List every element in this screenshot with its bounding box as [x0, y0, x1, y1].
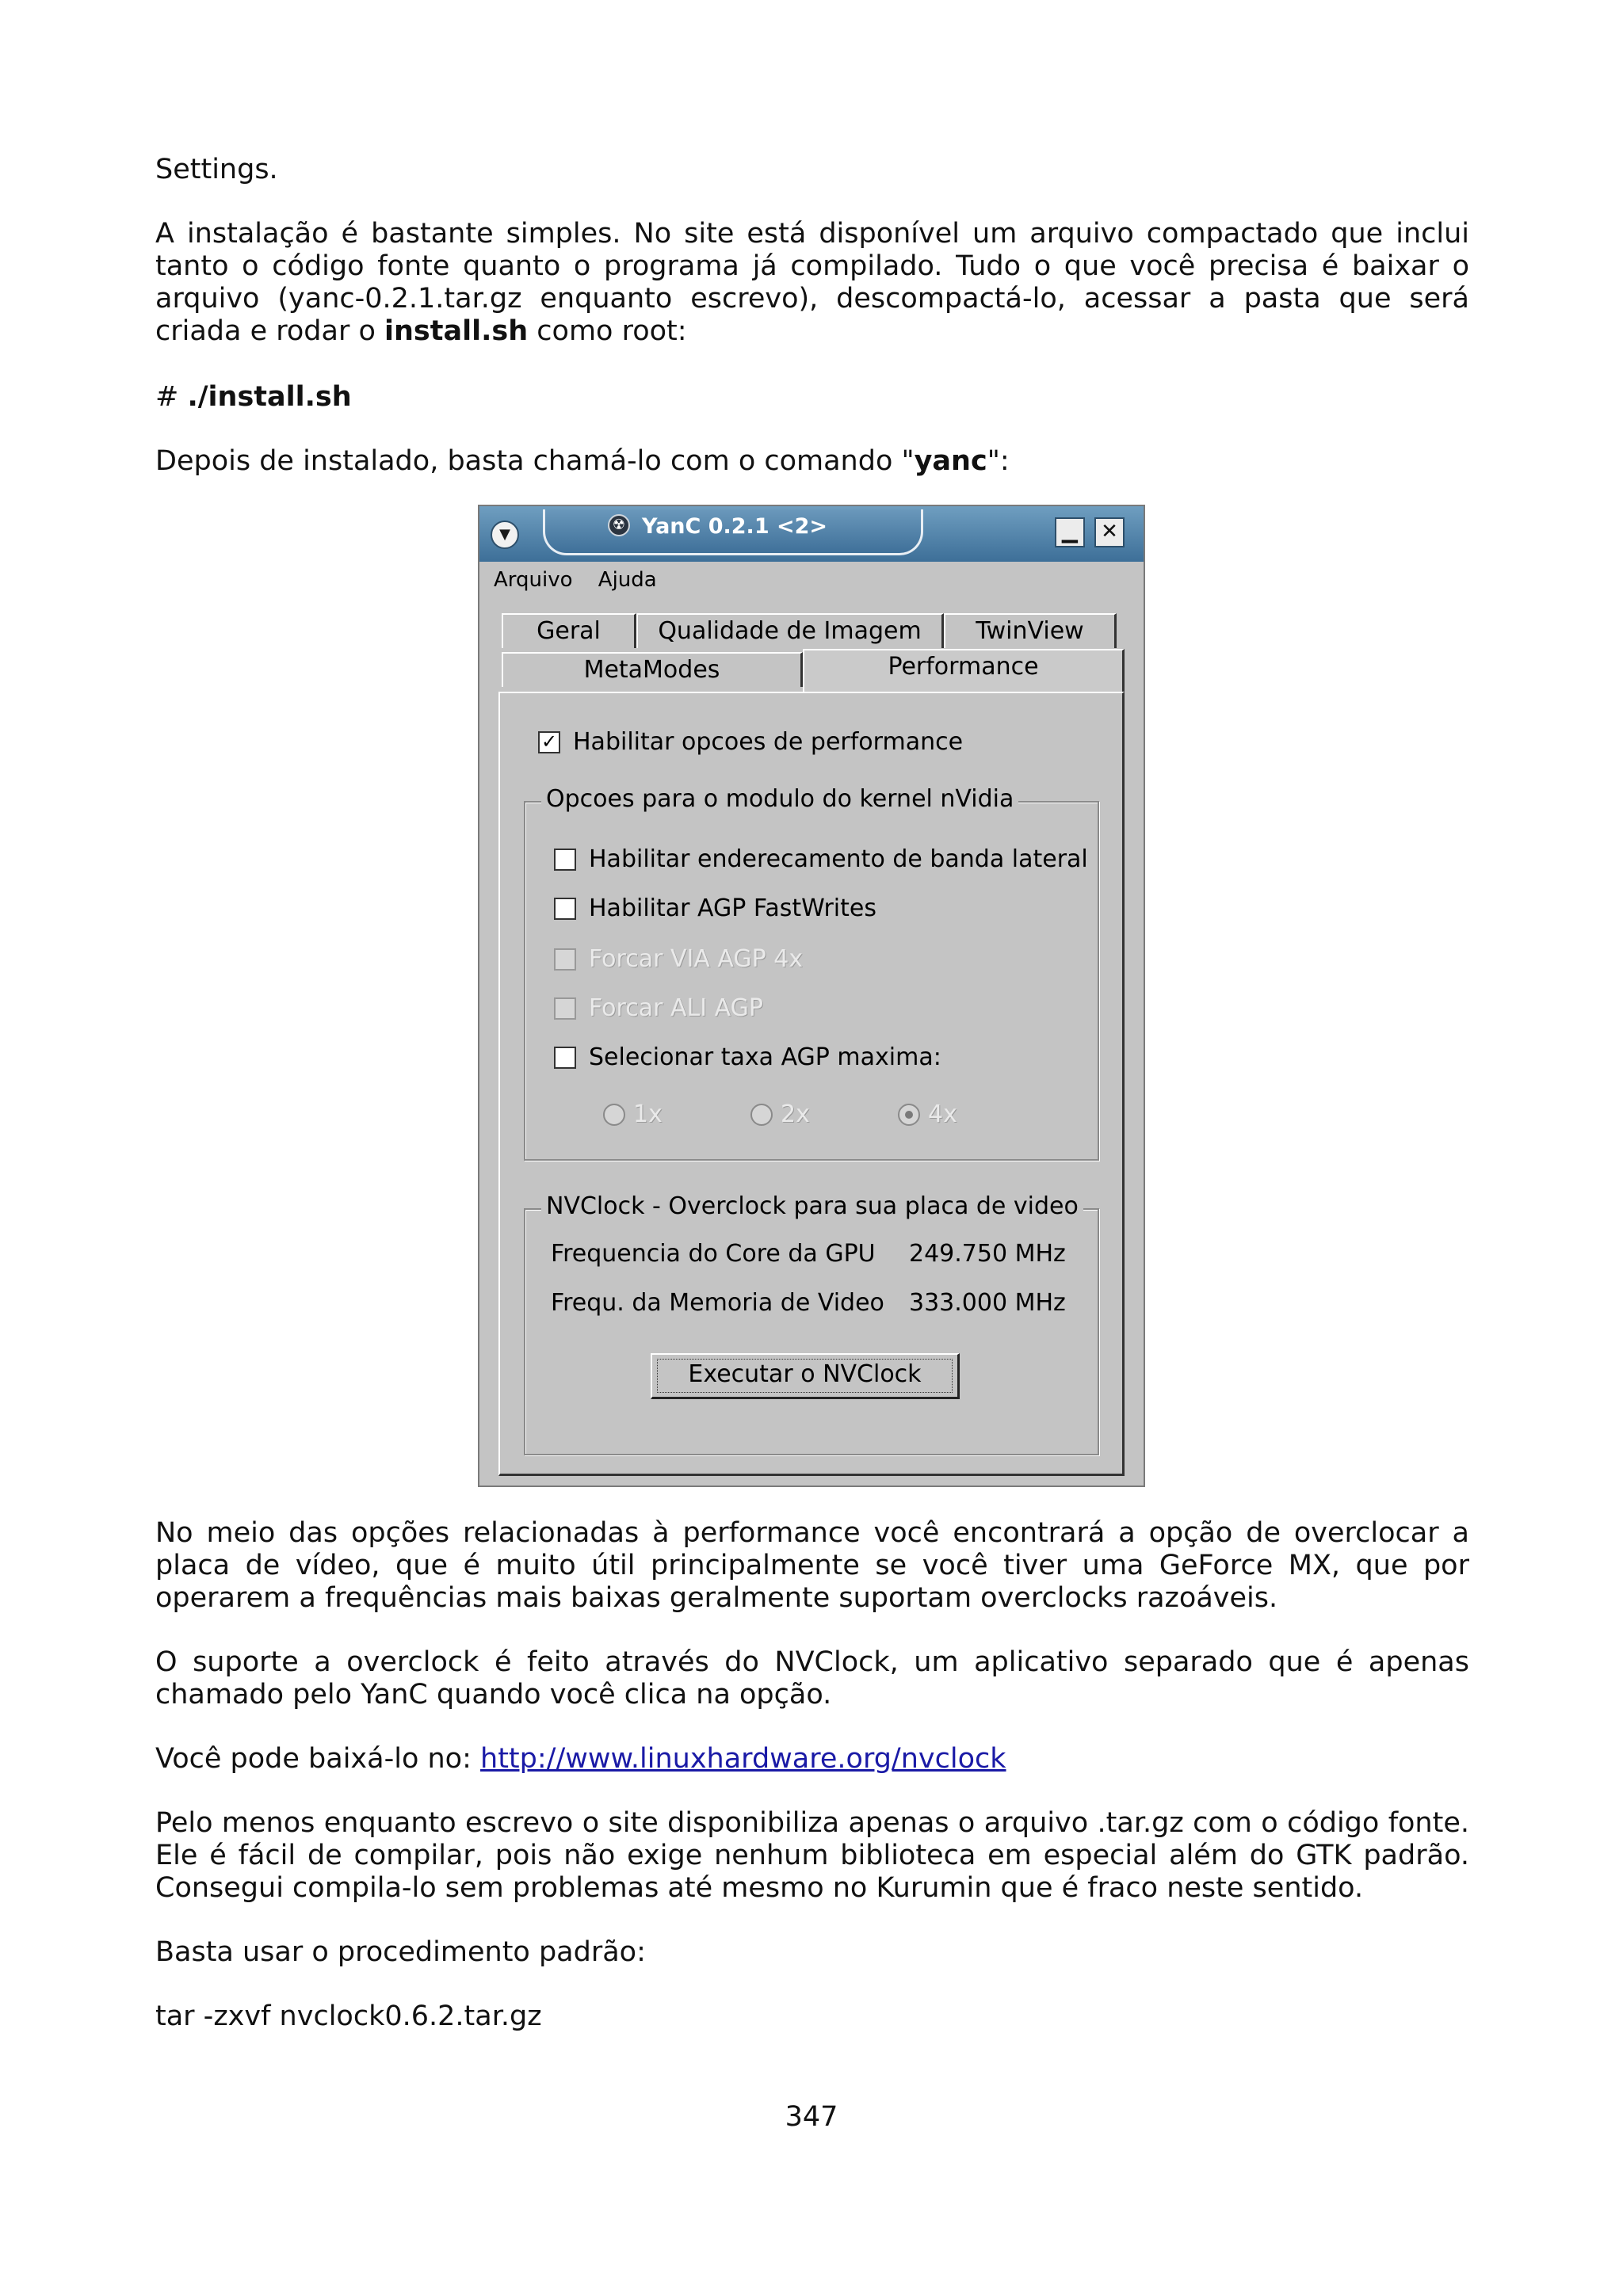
max-agp-rate-checkbox[interactable]: [554, 1047, 576, 1069]
menu-ajuda[interactable]: Ajuda: [598, 568, 657, 592]
kernel-options-legend: Opcoes para o modulo do kernel nVidia: [541, 785, 1018, 813]
page-number: 347: [785, 2101, 838, 2133]
max-agp-rate-label: Selecionar taxa AGP maxima:: [589, 1043, 941, 1071]
rate-2x-label: 2x: [781, 1100, 810, 1128]
agp-fastwrites-checkbox[interactable]: [554, 898, 576, 920]
paragraph-settings: Settings.: [155, 154, 278, 185]
nvclock-link[interactable]: http://www.linuxhardware.org/nvclock: [480, 1743, 1006, 1775]
force-ali-agp-checkbox: [554, 997, 576, 1020]
paragraph-run-yanc: Depois de instalado, basta chamá-lo com o comando "yanc":: [155, 445, 1010, 477]
paragraph-compile: Pelo menos enquanto escrevo o site disponibiliza apenas o arquivo .tar.gz com o código fonte. Ele é fácil de compilar, pois não exige nenhum biblioteca em especial além do GTK padrão. Consegui compila-lo sem problemas até mesmo no Kurumin que é fraco neste sentido.: [155, 1807, 1469, 1904]
rate-1x-radio: [603, 1104, 625, 1126]
command-install: # ./install.sh: [155, 381, 352, 413]
yanc-logo-icon: ☢: [608, 514, 630, 536]
enable-performance-checkbox[interactable]: ✓: [538, 731, 560, 753]
agp-fastwrites-label: Habilitar AGP FastWrites: [589, 894, 876, 922]
menu-bar: [494, 568, 676, 592]
rate-2x-radio: [750, 1104, 773, 1126]
tab-qualidade-de-imagem[interactable]: Qualidade de Imagem: [636, 613, 944, 648]
rate-1x-label: 1x: [633, 1100, 663, 1128]
title-bar: [479, 506, 1144, 562]
sideband-addressing-label: Habilitar enderecamento de banda lateral: [589, 845, 1088, 873]
tab-metamodes[interactable]: MetaModes: [502, 652, 803, 687]
force-via-agp-checkbox: [554, 948, 576, 971]
minimize-icon[interactable]: ▁: [1055, 517, 1085, 547]
run-nvclock-button[interactable]: [651, 1353, 960, 1399]
memory-frequency-label: Frequ. da Memoria de Video: [551, 1289, 884, 1317]
install-script-name: install.sh: [384, 315, 529, 347]
nvclock-legend: NVClock - Overclock para sua placa de video: [541, 1192, 1083, 1220]
tab-geral[interactable]: Geral: [502, 613, 636, 648]
tab-performance[interactable]: Performance: [803, 649, 1125, 693]
button-focus-ring: [657, 1359, 953, 1393]
sideband-addressing-checkbox[interactable]: [554, 849, 576, 871]
force-ali-agp-label: Forcar ALI AGP: [589, 994, 763, 1022]
menu-arquivo[interactable]: Arquivo: [494, 568, 573, 592]
yanc-window-screenshot: [478, 505, 1145, 1487]
paragraph-nvclock-support: O suporte a overclock é feito através do NVClock, um aplicativo separado que é apenas chamado pelo YanC quando você clica na opção.: [155, 1646, 1469, 1711]
core-frequency-value: 249.750 MHz: [909, 1240, 1066, 1268]
force-via-agp-label: Forcar VIA AGP 4x: [589, 945, 804, 973]
memory-frequency-value: 333.000 MHz: [909, 1289, 1066, 1317]
core-frequency-label: Frequencia do Core da GPU: [551, 1240, 876, 1268]
run-nvclock-label: Executar o NVClock: [688, 1360, 922, 1388]
rate-4x-label: 4x: [928, 1100, 957, 1128]
paragraph-install-intro: A instalação é bastante simples. No site está disponível um arquivo compactado que inclui tanto o código fonte quanto o programa já compilado. Tudo o que você precisa é baixar o arquivo (yanc-0.2.1.tar.gz enquanto escrevo), descompactá-lo, acessar a pasta que será criada e rodar o install.sh como root:: [155, 218, 1469, 347]
rate-4x-radio: [898, 1104, 920, 1126]
enable-performance-label: Habilitar opcoes de performance: [573, 728, 964, 756]
close-icon[interactable]: ✕: [1094, 517, 1125, 547]
chevron-down-icon[interactable]: ▼: [491, 521, 519, 549]
window-title: YanC 0.2.1 <2>: [642, 514, 828, 539]
paragraph-download: Você pode baixá-lo no: http://www.linuxhardware.org/nvclock: [155, 1743, 1006, 1775]
paragraph-procedure: Basta usar o procedimento padrão:: [155, 1936, 646, 1968]
command-tar: tar -zxvf nvclock0.6.2.tar.gz: [155, 2000, 542, 2032]
tab-twinview[interactable]: TwinView: [944, 613, 1117, 648]
paragraph-overclock: No meio das opções relacionadas à performance você encontrará a opção de overclocar a placa de vídeo, que é muito útil principalmente se você tiver uma GeForce MX, que por operarem a frequências mais baixas geralmente suportam overclocks razoáveis.: [155, 1517, 1469, 1614]
